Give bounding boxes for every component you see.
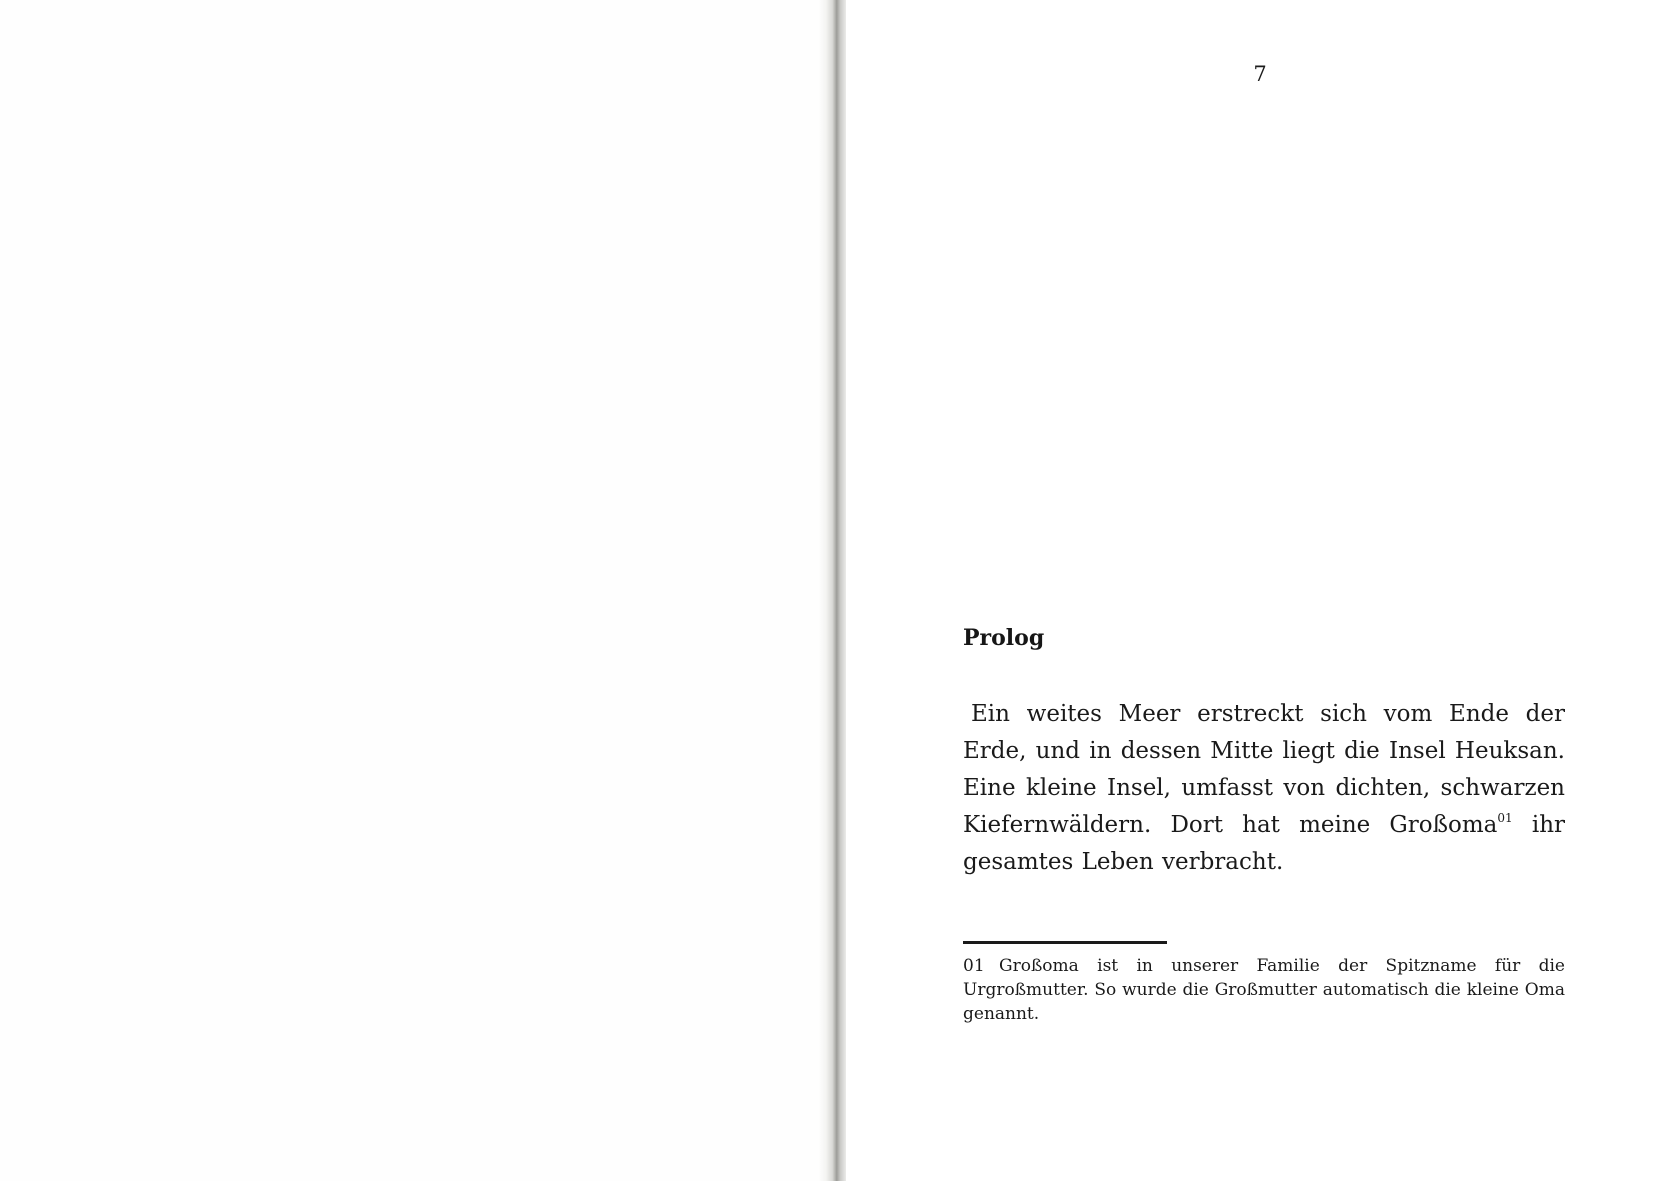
chapter-title: Prolog (963, 625, 1045, 651)
body-text-part-2: ihr gesamtes Leben verbracht. (963, 812, 1565, 875)
footnote (963, 954, 1565, 1026)
body-text-part-1: Ein weites Meer erstreckt sich vom Ende der Erde, und in dessen Mitte liegt die Insel Heuksan. Eine kleine Insel, umfasst von dichten, schwarzen Kiefernwäldern. Dort hat meine Großoma (963, 701, 1565, 838)
body-paragraph (963, 696, 1565, 881)
left-page-blank (0, 0, 826, 1181)
footnote-divider (963, 941, 1167, 944)
footnote-marker: 01 (963, 956, 985, 976)
footnote-text: Großoma ist in unserer Familie der Spitzname für die Urgroßmutter. So wurde die Großmutter automatisch die kleine Oma genannt. (963, 956, 1565, 1024)
page-number: 7 (1253, 62, 1267, 86)
footnote-reference: 01 (1497, 811, 1513, 825)
